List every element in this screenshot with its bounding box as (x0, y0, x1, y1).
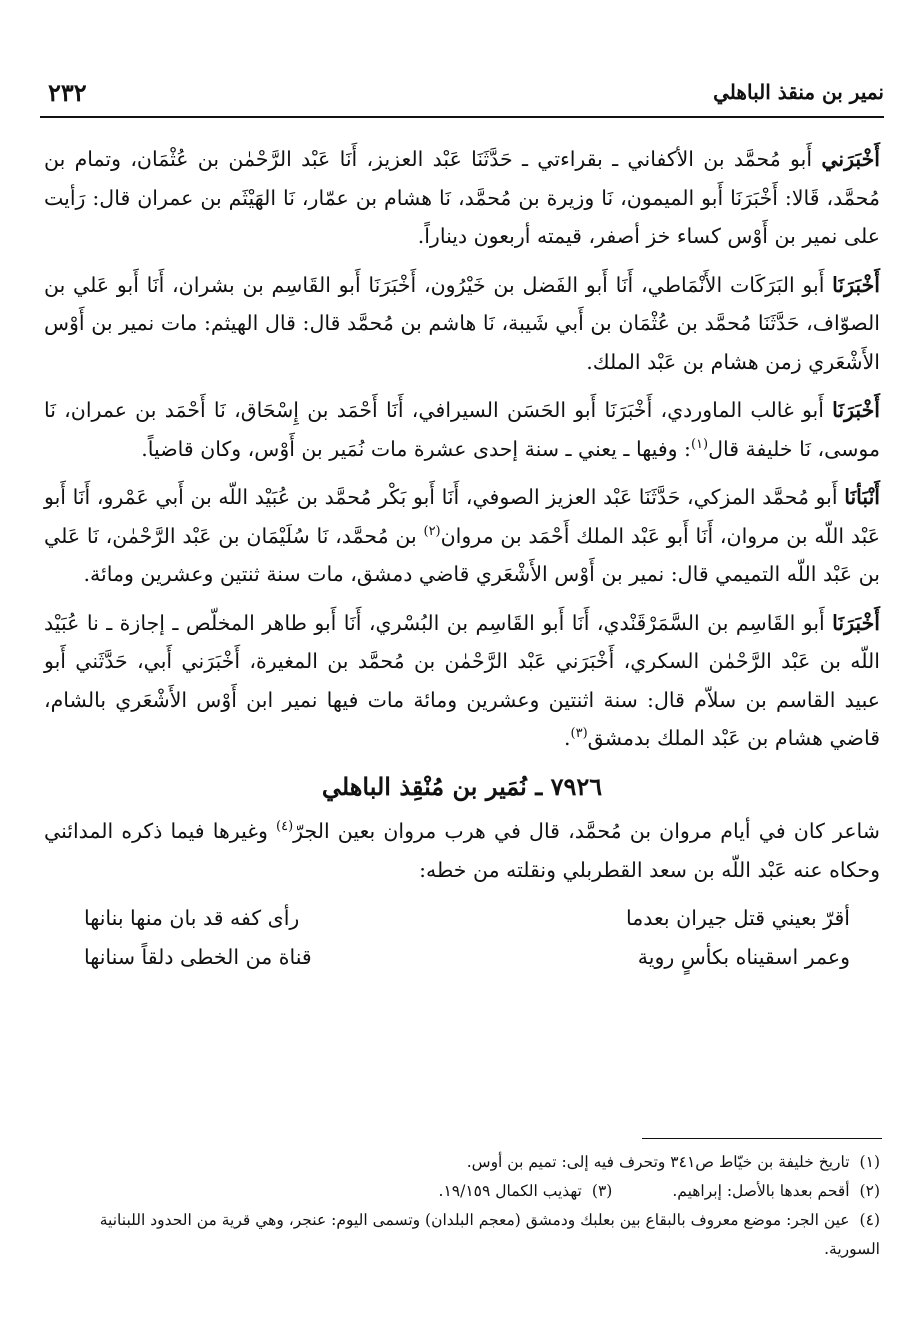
verse-2 (44, 938, 880, 977)
paragraph-1 (44, 140, 880, 256)
footnote-1 (44, 1148, 880, 1177)
footnote-number: (١) (859, 1153, 880, 1171)
paragraph-2 (44, 266, 880, 382)
paragraph-text: أَبو مُحمَّد المزكي، حَدَّثَنَا عَبْد العزيز الصوفي، أَنَا أَبو بَكْر مُحمَّد بن عُبَيْد اللّه بن أَبي عَمْرو، أَنَا أَبو عَبْد اللّه بن مروان، أَنَا أَبو عَبْد الملك أَحْمَد بن مروان (44, 485, 880, 548)
verse-first-hemistich: أقرّ بعيني قتل جيران بعدما (626, 906, 850, 930)
paragraph-lead: أَخْبَرَني (821, 147, 880, 171)
footnote-ref-2[interactable]: (٢) (423, 523, 441, 539)
footnote-row (44, 1177, 880, 1206)
paragraph-lead: أَنْبَأنَا (844, 485, 880, 509)
verse-1 (44, 899, 880, 938)
poem (44, 899, 880, 976)
paragraph-text-after: : وفيها ـ يعني ـ سنة إحدى عشرة مات نُمَير بن أَوْس، وكان قاضياً. (141, 436, 691, 461)
page-header (40, 78, 884, 118)
entry-text-after: وغيرها فيما ذكره المدائني وحكاه عنه عَبْد اللّه بن سعد القطربلي ونقلته من خطه: (44, 819, 880, 882)
verse-second-hemistich: قناة من الخطى دلقاً سنانها (84, 944, 312, 969)
paragraph-text-after: بن مُحمَّد، نَا سُلَيْمَان بن عَبْد الرَّحْمٰن، نَا عَلي بن عَبْد اللّه التميمي قال: نمير بن أَوْس الأَشْعَري قاضي دمشق، مات سنة ثنتين وعشرين ومائة. (44, 523, 880, 586)
entry-text: شاعر كان في أيام مروان بن مُحمَّد، قال في هرب مروان بعين الجرّ (293, 819, 880, 843)
paragraph-lead: أَخْبَرَنَا (832, 398, 880, 422)
paragraph-5 (44, 604, 880, 758)
running-title: نمير بن منقذ الباهلي (713, 80, 884, 104)
verse-second-hemistich: رأى كفه قد بان منها بنانها (84, 906, 300, 930)
paragraph-text: أَبو القَاسِم بن السَّمَرْقَنْدي، أَنَا أَبو القَاسِم بن البُسْري، أَنَا أَبو طاهر المخلّص ـ إجازة ـ نا عُبَيْد اللّه بن عَبْد الرَّحْمٰن السكري، أَخْبَرَني عَبْد الرَّحْمٰن بن مُحمَّد بن المغيرة، أَخْبَرَني أَبي، حَدَّثَني أَبو عبيد القاسم بن سلاّم قال: سنة اثنتين وعشرين ومائة مات فيها نمير ابن أَوْس الأَشْعَري بالشام، قاضي هشام بن عَبْد الملك بدمشق (44, 610, 880, 750)
paragraph-3 (44, 391, 880, 468)
footnotes (44, 1148, 880, 1264)
footnote-ref-1[interactable]: (١) (690, 436, 709, 452)
entry-paragraph (44, 812, 880, 889)
footnote-number: (٢) (859, 1182, 880, 1200)
footnote-text: تهذيب الكمال ١٩/١٥٩. (438, 1182, 582, 1200)
footnote-4 (44, 1206, 880, 1264)
entry-heading: ٧٩٢٦ ـ نُمَير بن مُنْقِذ الباهلي (321, 771, 603, 801)
main-text (44, 140, 880, 976)
footnote-ref-3[interactable]: (٣) (570, 726, 588, 742)
paragraph-lead: أَخْبَرَنَا (832, 610, 880, 635)
verse-first-hemistich: وعمر اسقيناه بكأسٍ روية (637, 944, 850, 969)
page-number: ٢٣٢ (48, 78, 87, 107)
footnote-3 (439, 1177, 613, 1206)
paragraph-text: أَبو مُحمَّد بن الأكفاني ـ بقراءتي ـ حَدَّثَنَا عَبْد العزيز، أَنَا عَبْد الرَّحْمٰن بن عُثْمَان، وتمام بن مُحمَّد، قَالا: أَخْبَرَنَا أَبو الميمون، نَا وزيرة بن مُحمَّد، نَا هشام بن عمّار، نَا الهَيْثَم بن عمران قال: رَأيت على نمير بن أَوْس كساء خز أصفر، قيمته أربعون ديناراً. (44, 147, 880, 248)
footnote-number: (٣) (591, 1182, 613, 1200)
footnote-2 (672, 1177, 880, 1206)
paragraph-text: أَبو البَرَكَات الأَنْمَاطي، أَنَا أَبو الفَضل بن خَيْرُون، أَخْبَرَنَا أَبو القَاسِم بن بشران، أَنَا أَبو عَلي بن الصوّاف، حَدَّثَنَا مُحمَّد بن عُثْمَان بن أَبي شَيبة، نَا هاشم بن مُحمَّد قال: قال الهيثم: مات نمير بن أَوْس الأَشْعَري زمن هشام بن عَبْد الملك. (44, 272, 880, 374)
paragraph-text-after: . (563, 726, 571, 750)
footnote-ref-4[interactable]: (٤) (276, 819, 294, 835)
footnote-text: أقحم بعدها بالأصل: إبراهيم. (672, 1182, 850, 1200)
paragraph-text: أَبو غالب الماوردي، أَخْبَرَنَا أَبو الحَسَن السيرافي، أَنَا أَحْمَد بن إِسْحَاق، نَا أَحْمَد بن عمران، نَا موسى، نَا خليفة قال (44, 398, 880, 461)
footnote-divider (642, 1138, 882, 1139)
footnote-text: عين الجر: موضع معروف بالبقاع بين بعلبك ودمشق (معجم البلدان) وتسمى اليوم: عنجر، وهي قرية من الحدود اللبنانية السورية. (99, 1211, 880, 1258)
footnote-text: تاريخ خليفة بن خيّاط ص٣٤١ وتحرف فيه إلى: تميم بن أوس. (466, 1153, 850, 1171)
footnote-number: (٤) (859, 1211, 880, 1229)
paragraph-lead: أَخْبَرَنَا (832, 272, 880, 297)
paragraph-4 (44, 478, 880, 594)
